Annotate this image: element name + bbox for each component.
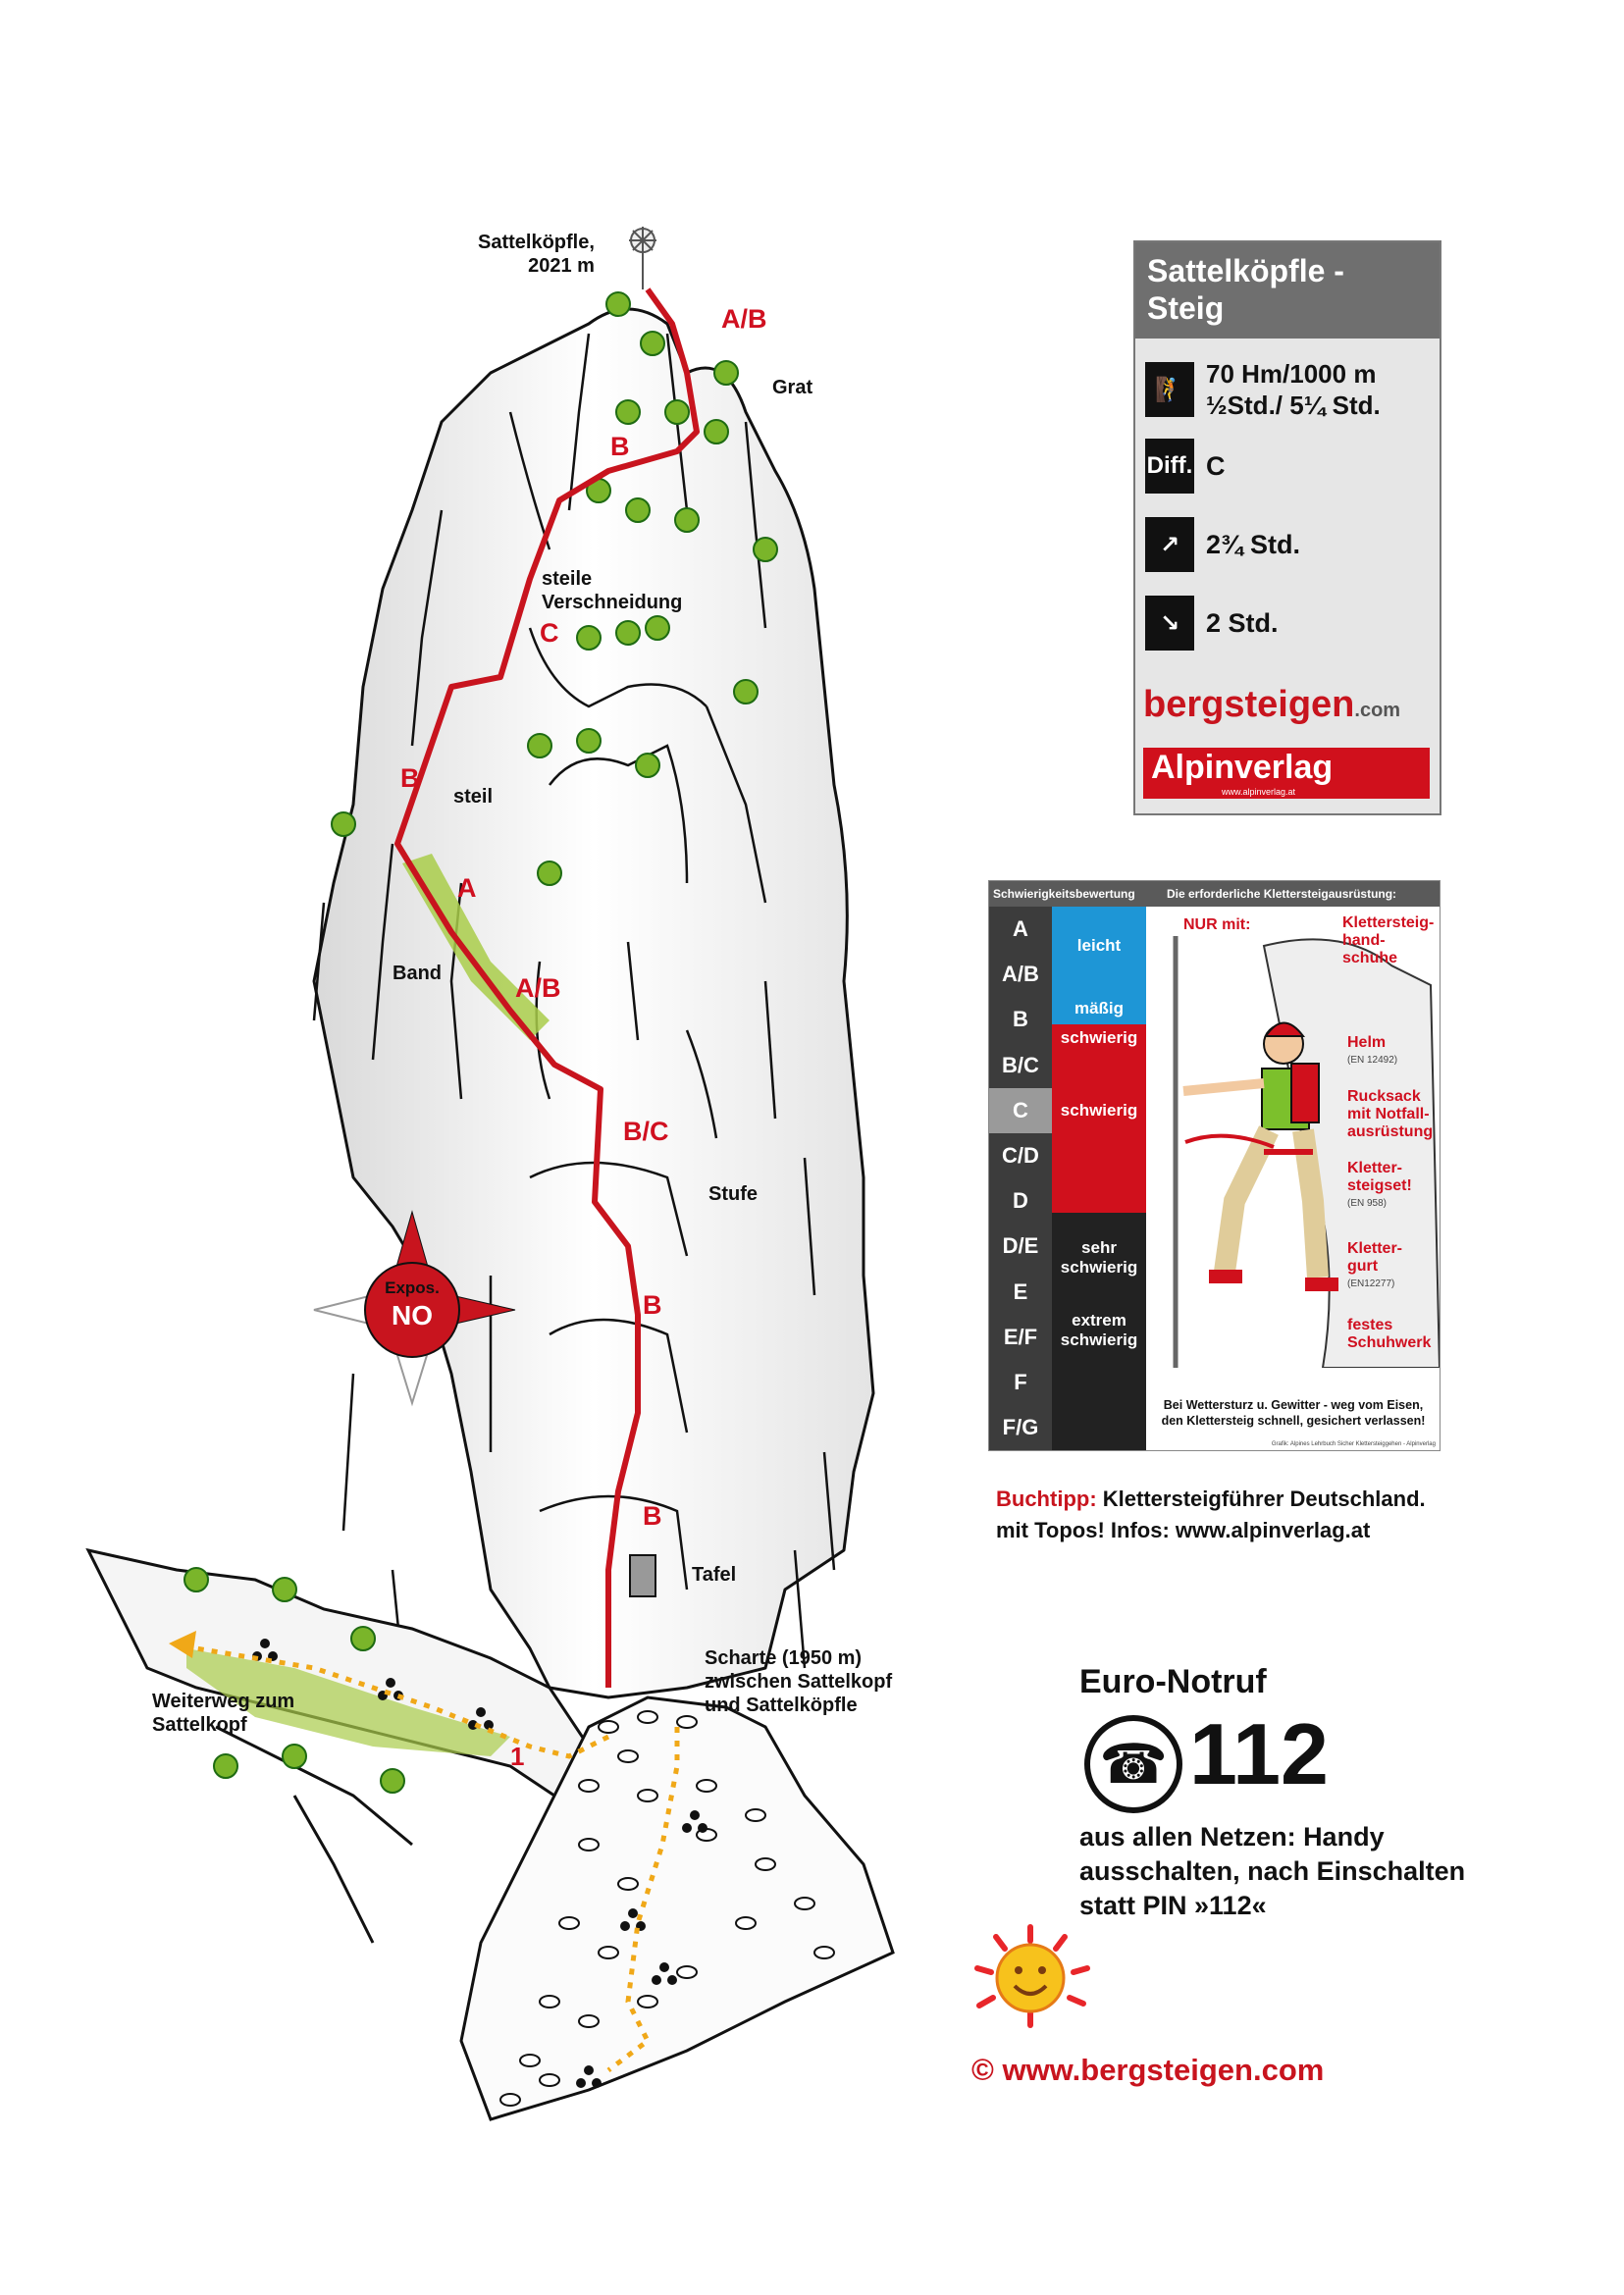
backpack-icon (1291, 1064, 1319, 1122)
scharte-label: Scharte (1950 m) zwischen Sattelkopf und Sattelköpfle (705, 1647, 893, 1716)
grade-cell: D/E (1002, 1233, 1039, 1259)
tafel-sign (630, 1555, 655, 1596)
grade-cell: C/D (1002, 1143, 1039, 1169)
shoes-label: festes Schuhwerk (1347, 1317, 1432, 1351)
grade-label-9: B (643, 1501, 662, 1531)
height-meters: 70 Hm/1000 m (1206, 359, 1377, 389)
steigset-label: Kletter- steigset! (EN 958) (1347, 1160, 1412, 1209)
compass-direction: NO (392, 1300, 433, 1330)
copyright-url: © www.bergsteigen.com (971, 2053, 1325, 2087)
band-label: Band (393, 963, 442, 984)
grade-label-1: A/B (721, 304, 767, 334)
grade-cell: F/G (1002, 1415, 1039, 1440)
grade-label-4: B (400, 763, 420, 793)
nur-mit-label: NUR mit: (1183, 916, 1251, 933)
rock-tower (314, 309, 873, 1697)
durations: ½Std./ 5¼ Std. (1206, 391, 1381, 420)
difficulty-value: C (1206, 451, 1226, 481)
difficulty-row (1145, 439, 1226, 494)
route-title: Sattelköpfle - Steig (1135, 242, 1440, 339)
grade-cell: A/B (1002, 962, 1039, 987)
compass-expos: Expos. (385, 1278, 440, 1297)
summit-cross-icon (629, 227, 656, 289)
grade-cell: B/C (1002, 1052, 1039, 1077)
difficulty-equipment-panel (988, 880, 1441, 1451)
book-tip (996, 1484, 1426, 1546)
grade-label-7: B/C (623, 1117, 669, 1146)
grade-cell: C (989, 1088, 1052, 1133)
weiterweg-label: Weiterweg zum Sattelkopf (152, 1691, 295, 1736)
verschneidung-label: steile Verschneidung (542, 568, 683, 613)
grade-cell: B (1013, 1007, 1028, 1032)
grade-cell: E/F (1003, 1324, 1038, 1349)
grade-label-3: C (540, 618, 559, 648)
gloves-label: Klettersteig- hand- schuhe (1342, 914, 1435, 966)
leicht-block: leicht mäßig (1052, 907, 1146, 1024)
climber-icon: 🧗 (1145, 362, 1194, 417)
difficulty-header: Schwierigkeitsbewertung Die erforderliche Klettersteigausrüstung: (989, 881, 1440, 907)
grade-cell: D (1013, 1188, 1028, 1214)
grade-cell: E (1013, 1278, 1028, 1304)
sun-logo-icon (962, 1923, 1099, 2031)
steil-label: steil (453, 786, 494, 808)
hiker-up-icon: ↗ (1145, 517, 1194, 572)
tafel-label: Tafel (692, 1564, 737, 1586)
right-shoe (1305, 1278, 1338, 1291)
helmet-label: Helm (EN 12492) (1347, 1034, 1398, 1066)
equipment-illustration (1146, 907, 1440, 1450)
left-shoe (1209, 1270, 1242, 1283)
route-info-box (1133, 240, 1441, 815)
grade-label-8: B (643, 1290, 662, 1320)
weather-warning: Bei Wettersturz u. Gewitter - weg vom Eisen, den Klettersteig schnell, gesichert verlassen! (1161, 1398, 1426, 1428)
harness-label: Kletter- gurt (EN12277) (1347, 1240, 1403, 1289)
book-tip-text: Klettersteigführer Deutschland. (1102, 1487, 1426, 1511)
diff-badge: Diff. (1145, 439, 1194, 494)
grade-descriptions (1052, 907, 1146, 1450)
phone-icon: ☎ (1084, 1715, 1182, 1813)
grat-label: Grat (772, 377, 813, 398)
approach-time: 2¾ Std. (1206, 530, 1301, 559)
summit-altitude: 2021 m (528, 255, 595, 277)
descent-row (1145, 596, 1279, 651)
grade-label-6: A/B (515, 973, 561, 1003)
emergency-number: 112 (1189, 1705, 1329, 1802)
start-marker: 1 (510, 1742, 525, 1771)
rucksack-label: Rucksack mit Notfall- ausrüstung (1347, 1088, 1434, 1140)
grade-cell: F (1014, 1369, 1027, 1394)
book-tip-line2: mit Topos! Infos: www.alpinverlag.at (996, 1518, 1371, 1542)
grade-label-2: B (610, 432, 630, 461)
alpinverlag-logo: Alpinverlag www.alpinverlag.at (1143, 748, 1430, 799)
book-tip-label: Buchtipp: (996, 1487, 1097, 1511)
approach-row (1145, 517, 1300, 572)
schwierig-block: schwierig schwierig (1052, 1024, 1146, 1213)
descent-time: 2 Std. (1206, 608, 1279, 638)
grade-label-5: A (457, 873, 477, 903)
grade-scale (989, 907, 1052, 1450)
graphic-credit: Grafik: Alpines Lehrbuch Sicher Klettersteiggehen - Alpinverlag (1271, 1441, 1436, 1447)
hiker-down-icon: ↘ (1145, 596, 1194, 651)
bergsteigen-logo: bergsteigen.com (1143, 684, 1401, 725)
sehr-schwierig-block: sehr schwierig extrem schwierig (1052, 1213, 1146, 1450)
height-row (1145, 358, 1381, 421)
summit-label (478, 231, 595, 278)
stufe-label: Stufe (708, 1183, 758, 1205)
summit-name: Sattelköpfle, (478, 232, 595, 253)
emergency-instructions: aus allen Netzen: Handy ausschalten, nach Einschalten statt PIN »112« (1079, 1822, 1466, 1920)
emergency-title: Euro-Notruf (1079, 1663, 1267, 1700)
grade-cell: A (1013, 916, 1028, 942)
